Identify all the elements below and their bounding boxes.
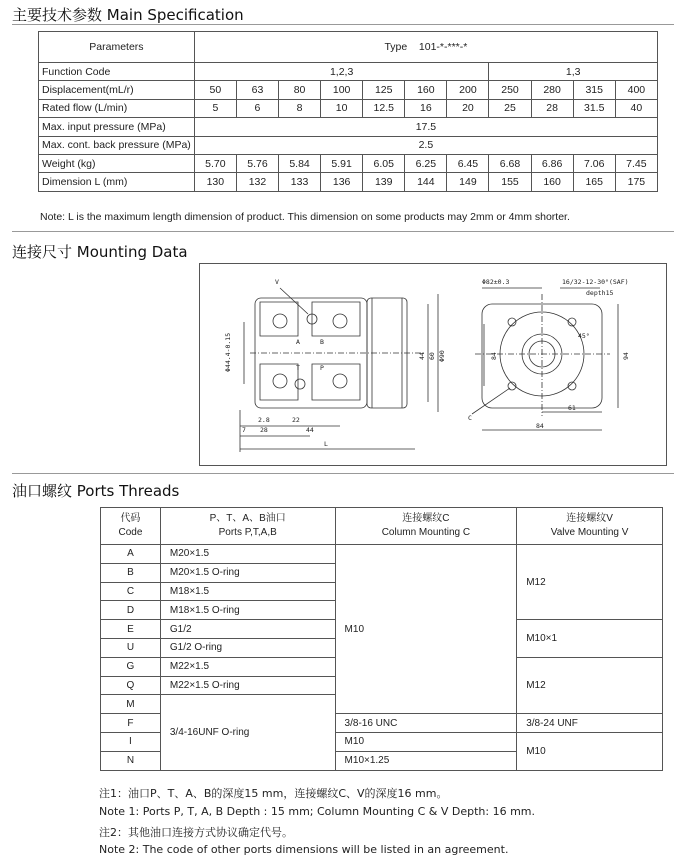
footnote-1-en: Note 1: Ports P, T, A, B Depth : 15 mm; Column Mounting C & V Depth: 16 mm. [99, 805, 536, 818]
port-cell-merged: 3/4-16UNF O-ring [160, 695, 335, 770]
rated-flow-value: 20 [447, 99, 489, 117]
displacement-value: 50 [194, 81, 236, 99]
valve-mounting-header: 连接螺纹V Valve Mounting V [517, 508, 663, 545]
dim-44: 44 [418, 352, 426, 360]
params-header: Parameters [39, 32, 195, 63]
weight-value: 5.76 [236, 154, 278, 172]
dimension-l-value: 160 [531, 173, 573, 191]
spec-section-title: 主要技术参数 Main Specification [12, 6, 244, 24]
section-divider [12, 24, 674, 25]
weight-value: 6.45 [447, 154, 489, 172]
dim-22: 22 [292, 416, 300, 424]
displacement-value: 400 [615, 81, 657, 99]
rated-flow-value: 16 [405, 99, 447, 117]
dim-front-bore: Φ82±0.3 [482, 278, 510, 286]
rated-flow-value: 8 [279, 99, 321, 117]
port-p-circle [333, 374, 347, 388]
rated-flow-value: 6 [236, 99, 278, 117]
dimension-l-value: 139 [363, 173, 405, 191]
dimension-l-value: 155 [489, 173, 531, 191]
dimension-l-value: 144 [405, 173, 447, 191]
ports-threads-table [100, 507, 663, 771]
rated-flow-label: Rated flow (L/min) [39, 99, 195, 117]
port-cell: G1/2 [160, 620, 335, 639]
dimension-l-value: 130 [194, 173, 236, 191]
weight-value: 7.06 [573, 154, 615, 172]
ports-header: P、T、A、B油口 Ports P,T,A,B [160, 508, 335, 545]
weight-value: 5.84 [279, 154, 321, 172]
port-cell: M18×1.5 [160, 582, 335, 601]
port-block-bottom [260, 364, 360, 400]
max-input-pressure-value: 17.5 [194, 118, 657, 136]
port-cell: M22×1.5 [160, 657, 335, 676]
dimension-l-value: 175 [615, 173, 657, 191]
function-code-label: Function Code [39, 63, 195, 81]
type-header: Type 101-*-***-* [194, 32, 657, 63]
rated-flow-value: 31.5 [573, 99, 615, 117]
displacement-value: 63 [236, 81, 278, 99]
dim-front-depth: depth15 [586, 289, 614, 297]
label-p: P [320, 364, 324, 372]
column-mounting-f: 3/8-16 UNC [335, 714, 517, 733]
code-cell: D [101, 601, 161, 620]
column-mounting-m10: M10 [335, 545, 517, 714]
ports-section-title: 油口螺纹 Ports Threads [12, 482, 180, 500]
hole-circle [295, 379, 305, 389]
max-back-pressure-value: 2.5 [194, 136, 657, 154]
dimension-l-value: 165 [573, 173, 615, 191]
valve-mounting-f: 3/8-24 UNF [517, 714, 663, 733]
dim-84-horizontal: 84 [536, 422, 544, 430]
weight-value: 6.05 [363, 154, 405, 172]
dim-2-8: 2.8 [258, 416, 270, 424]
rated-flow-value: 25 [489, 99, 531, 117]
valve-mounting-m12-a: M12 [517, 545, 663, 620]
rated-flow-value: 5 [194, 99, 236, 117]
section-divider [12, 231, 674, 232]
max-input-pressure-label: Max. input pressure (MPa) [39, 118, 195, 136]
code-cell: M [101, 695, 161, 714]
rated-flow-value: 28 [531, 99, 573, 117]
dim-phi90: Φ90 [438, 350, 446, 362]
label-b: B [320, 338, 324, 346]
code-cell: U [101, 638, 161, 657]
port-cell: M20×1.5 O-ring [160, 563, 335, 582]
dim-84-vertical: 84 [490, 352, 498, 360]
mounting-drawing-svg [200, 264, 666, 465]
code-cell: A [101, 545, 161, 564]
dim-front-spline: 16/32-12-30°(SAF) [562, 278, 629, 286]
weight-value: 7.45 [615, 154, 657, 172]
displacement-value: 125 [363, 81, 405, 99]
port-cell: M22×1.5 O-ring [160, 676, 335, 695]
port-cell: G1/2 O-ring [160, 638, 335, 657]
dimension-l-label: Dimension L (mm) [39, 173, 195, 191]
dim-94: 94 [622, 352, 630, 360]
valve-mounting-m10x1: M10×1 [517, 620, 663, 658]
weight-value: 5.70 [194, 154, 236, 172]
valve-mounting-m12-b: M12 [517, 657, 663, 713]
label-c: C [468, 414, 472, 422]
code-cell: F [101, 714, 161, 733]
code-cell: N [101, 751, 161, 770]
footnote-1-cn: 注1：油口P、T、A、B的深度15 mm，连接螺纹C、V的深度16 mm。 [99, 787, 448, 800]
displacement-value: 250 [489, 81, 531, 99]
dim-l: L [324, 440, 328, 448]
dim-28: 28 [260, 426, 268, 434]
function-code-group2: 1,3 [489, 63, 658, 81]
code-cell: I [101, 732, 161, 751]
rated-flow-value: 10 [321, 99, 363, 117]
mounting-drawing [199, 263, 667, 466]
weight-value: 6.68 [489, 154, 531, 172]
dimension-l-value: 133 [279, 173, 321, 191]
code-cell: G [101, 657, 161, 676]
port-cell: M20×1.5 [160, 545, 335, 564]
port-a-circle [273, 314, 287, 328]
displacement-value: 80 [279, 81, 321, 99]
weight-label: Weight (kg) [39, 154, 195, 172]
rated-flow-value: 40 [615, 99, 657, 117]
displacement-label: Displacement(mL/r) [39, 81, 195, 99]
rated-flow-value: 12.5 [363, 99, 405, 117]
dim-side-diameter: Φ44.4-0.15 [224, 332, 232, 372]
dim-60: 60 [428, 352, 436, 360]
code-header: 代码 Code [101, 508, 161, 545]
specification-table [38, 31, 658, 192]
port-block-top [260, 302, 360, 336]
port-b-circle [333, 314, 347, 328]
dim-7: 7 [242, 426, 246, 434]
port-cell: M18×1.5 O-ring [160, 601, 335, 620]
spec-note: Note: L is the maximum length dimension of product. This dimension on some products may 2mm or 4mm shorter. [40, 211, 570, 223]
mounting-section-title: 连接尺寸 Mounting Data [12, 243, 188, 261]
footnote-2-cn: 注2：其他油口连接方式协议确定代号。 [99, 826, 293, 839]
max-back-pressure-label: Max. cont. back pressure (MPa) [39, 136, 195, 154]
footnote-2-en: Note 2: The code of other ports dimensions will be listed in an agreement. [99, 843, 509, 856]
displacement-value: 315 [573, 81, 615, 99]
weight-value: 6.86 [531, 154, 573, 172]
displacement-value: 200 [447, 81, 489, 99]
dimension-l-value: 136 [321, 173, 363, 191]
label-t: T [296, 364, 300, 372]
function-code-group1: 1,2,3 [194, 63, 489, 81]
dim-61: 61 [568, 404, 576, 412]
code-cell: B [101, 563, 161, 582]
column-mounting-n: M10×1.25 [335, 751, 517, 770]
weight-value: 6.25 [405, 154, 447, 172]
weight-value: 5.91 [321, 154, 363, 172]
code-cell: Q [101, 676, 161, 695]
dimension-l-value: 149 [447, 173, 489, 191]
code-cell: E [101, 620, 161, 639]
code-cell: C [101, 582, 161, 601]
displacement-value: 160 [405, 81, 447, 99]
dim-44b: 44 [306, 426, 314, 434]
label-v: V [275, 278, 279, 286]
dimension-l-value: 132 [236, 173, 278, 191]
displacement-value: 280 [531, 81, 573, 99]
port-t-circle [273, 374, 287, 388]
column-mounting-i: M10 [335, 732, 517, 751]
column-mounting-header: 连接螺纹C Column Mounting C [335, 508, 517, 545]
label-a: A [296, 338, 300, 346]
dim-angle: 45° [578, 332, 590, 340]
section-divider [12, 473, 674, 474]
valve-mounting-m10: M10 [517, 732, 663, 770]
displacement-value: 100 [321, 81, 363, 99]
